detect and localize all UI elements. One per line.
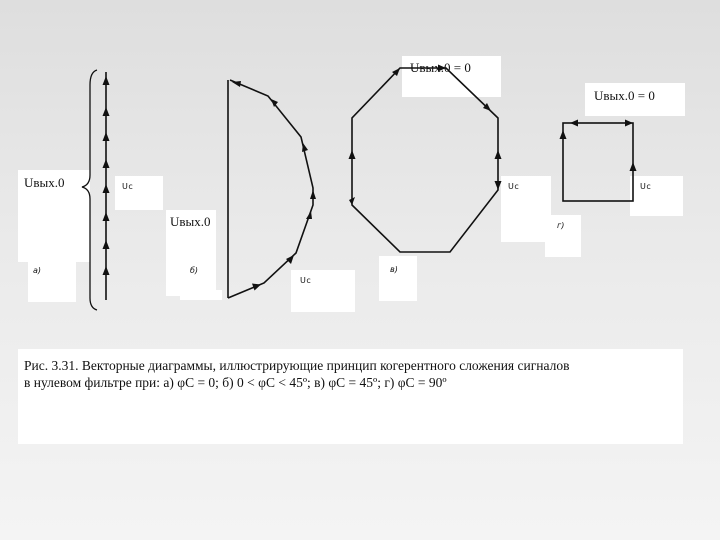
label-panel-d: г) xyxy=(557,221,565,230)
label-uvyx0-eq0-right: Uвых.0 = 0 xyxy=(594,88,655,103)
label-uc-a: Uc xyxy=(122,182,134,191)
label-uc-c: Uc xyxy=(508,182,520,191)
diagram-c-arrowheads xyxy=(349,65,502,206)
diagram-b-arc-polygon xyxy=(228,80,316,298)
caption-line-1: Рис. 3.31. Векторные диаграммы, иллюстрирующие принцип когерентного сложения сигналов xyxy=(24,358,570,373)
diagram-a-collinear-vectors xyxy=(82,70,110,310)
label-panel-c: в) xyxy=(390,265,398,274)
label-panel-b: б) xyxy=(190,266,199,275)
label-uvyx0-left: Uвых.0 xyxy=(24,175,65,190)
diagram-b-arrowheads xyxy=(232,81,316,291)
label-panel-a: а) xyxy=(33,266,42,275)
figure-caption xyxy=(18,349,683,444)
diagram-d-arrowheads xyxy=(560,120,637,172)
diagram-d-square xyxy=(560,120,637,202)
diagram-c-octagon xyxy=(349,65,502,253)
label-uc-b: Uc xyxy=(300,276,312,285)
label-uvyx0-mid: Uвых.0 xyxy=(170,214,211,229)
caption-line-2: в нулевом фильтре при: а) φC = 0; б) 0 < φC < 45º; в) φC = 45º; г) φC = 90º xyxy=(24,375,447,390)
label-uvyx0-eq0-top: Uвых.0 = 0 xyxy=(410,60,471,75)
diagram-a-brace xyxy=(82,70,97,310)
label-uc-d: Uc xyxy=(640,182,652,191)
